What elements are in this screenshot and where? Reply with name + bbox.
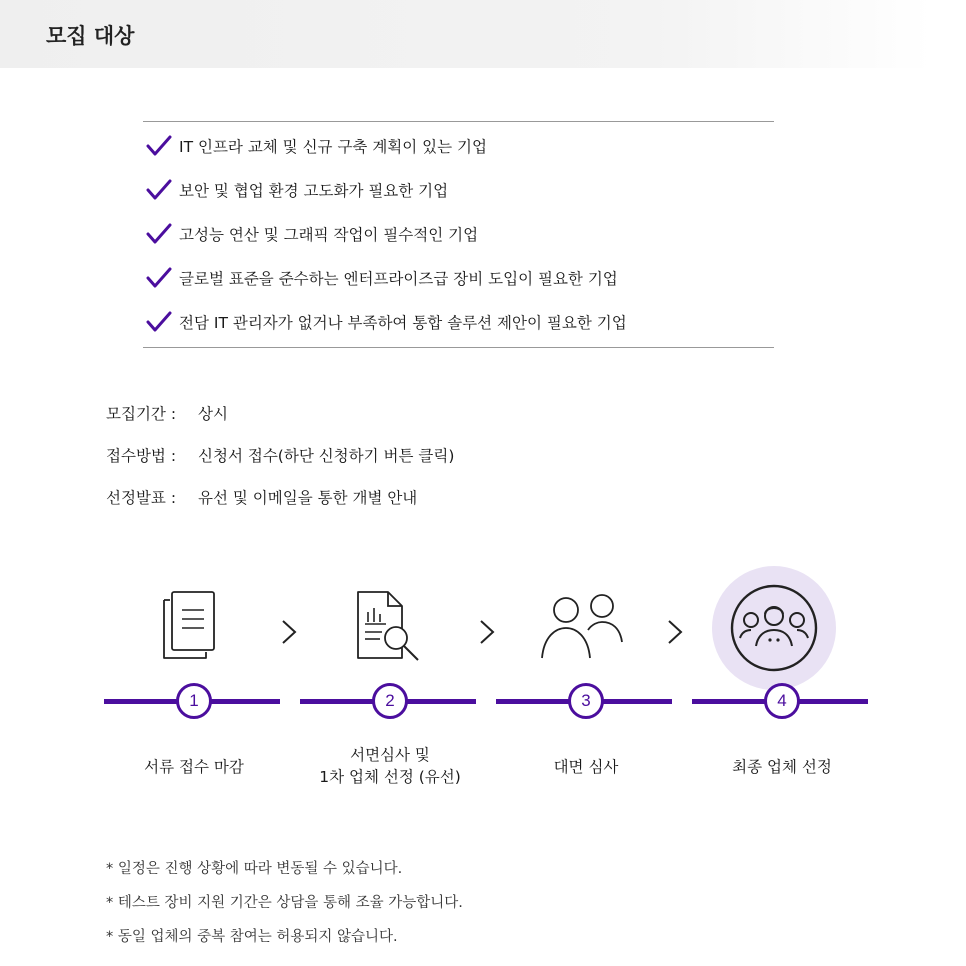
- info-label: 접수방법 :: [106, 447, 177, 465]
- step-label-line: 1차 업체 선정 (유선): [319, 768, 461, 786]
- step-label-line: 대면 심사: [553, 758, 619, 776]
- target-text: 글로벌 표준을 준수하는 엔터프라이즈급 장비 도입이 필요한 기업: [179, 270, 618, 288]
- team-selection-icon: [726, 580, 822, 676]
- info-value: 신청서 접수(하단 신청하기 버튼 클릭): [198, 447, 455, 465]
- divider-bottom: [143, 347, 774, 348]
- step-label: [486, 756, 686, 778]
- target-item: [143, 299, 774, 343]
- chevron-right-icon: [666, 618, 684, 646]
- step-number: 3: [568, 683, 604, 719]
- step-label: [682, 756, 882, 778]
- target-text: IT 인프라 교체 및 신규 구축 계획이 있는 기업: [179, 138, 487, 156]
- target-item: [143, 167, 774, 211]
- section-title: 모집 대상: [46, 24, 135, 48]
- info-row-announcement: [106, 476, 454, 518]
- documents-icon: [158, 588, 220, 664]
- target-list: [143, 123, 774, 343]
- info-value: 유선 및 이메일을 통한 개별 안내: [198, 489, 418, 507]
- checkmark-icon: [146, 223, 172, 245]
- chevron-right-icon: [478, 618, 496, 646]
- info-label: 선정발표 :: [106, 489, 177, 507]
- step-label: [290, 744, 490, 788]
- target-item: [143, 211, 774, 255]
- step-label-line: 서면심사 및: [350, 746, 430, 764]
- info-label: 모집기간 :: [106, 405, 177, 423]
- step-number: 4: [764, 683, 800, 719]
- recruit-info: [106, 392, 454, 518]
- checkmark-icon: [146, 267, 172, 289]
- target-item: [143, 123, 774, 167]
- info-row-method: [106, 434, 454, 476]
- step-label-line: 최종 업체 선정: [732, 758, 832, 776]
- divider-top: [143, 121, 774, 122]
- process-flow: [0, 560, 966, 800]
- step-label-line: 서류 접수 마감: [144, 758, 244, 776]
- info-value: 상시: [198, 405, 228, 423]
- note-item: * 테스트 장비 지원 기간은 상담을 통해 조율 가능합니다.: [106, 894, 463, 911]
- target-item: [143, 255, 774, 299]
- target-text: 고성능 연산 및 그래픽 작업이 필수적인 기업: [179, 226, 479, 244]
- step-label: [94, 756, 294, 778]
- checkmark-icon: [146, 311, 172, 333]
- target-text: 보안 및 협업 환경 고도화가 필요한 기업: [179, 182, 449, 200]
- checkmark-icon: [146, 179, 172, 201]
- checkmark-icon: [146, 135, 172, 157]
- section-header: [0, 0, 932, 68]
- step-number: 2: [372, 683, 408, 719]
- target-text: 전담 IT 관리자가 없거나 부족하여 통합 솔루션 제안이 필요한 기업: [179, 314, 627, 332]
- step-number: 1: [176, 683, 212, 719]
- document-review-icon: [354, 588, 426, 666]
- notes-list: [106, 850, 463, 952]
- chevron-right-icon: [280, 618, 298, 646]
- info-row-period: [106, 392, 454, 434]
- note-item: * 동일 업체의 중복 참여는 허용되지 않습니다.: [106, 928, 398, 945]
- interview-people-icon: [538, 592, 626, 662]
- note-item: * 일정은 진행 상황에 따라 변동될 수 있습니다.: [106, 860, 403, 877]
